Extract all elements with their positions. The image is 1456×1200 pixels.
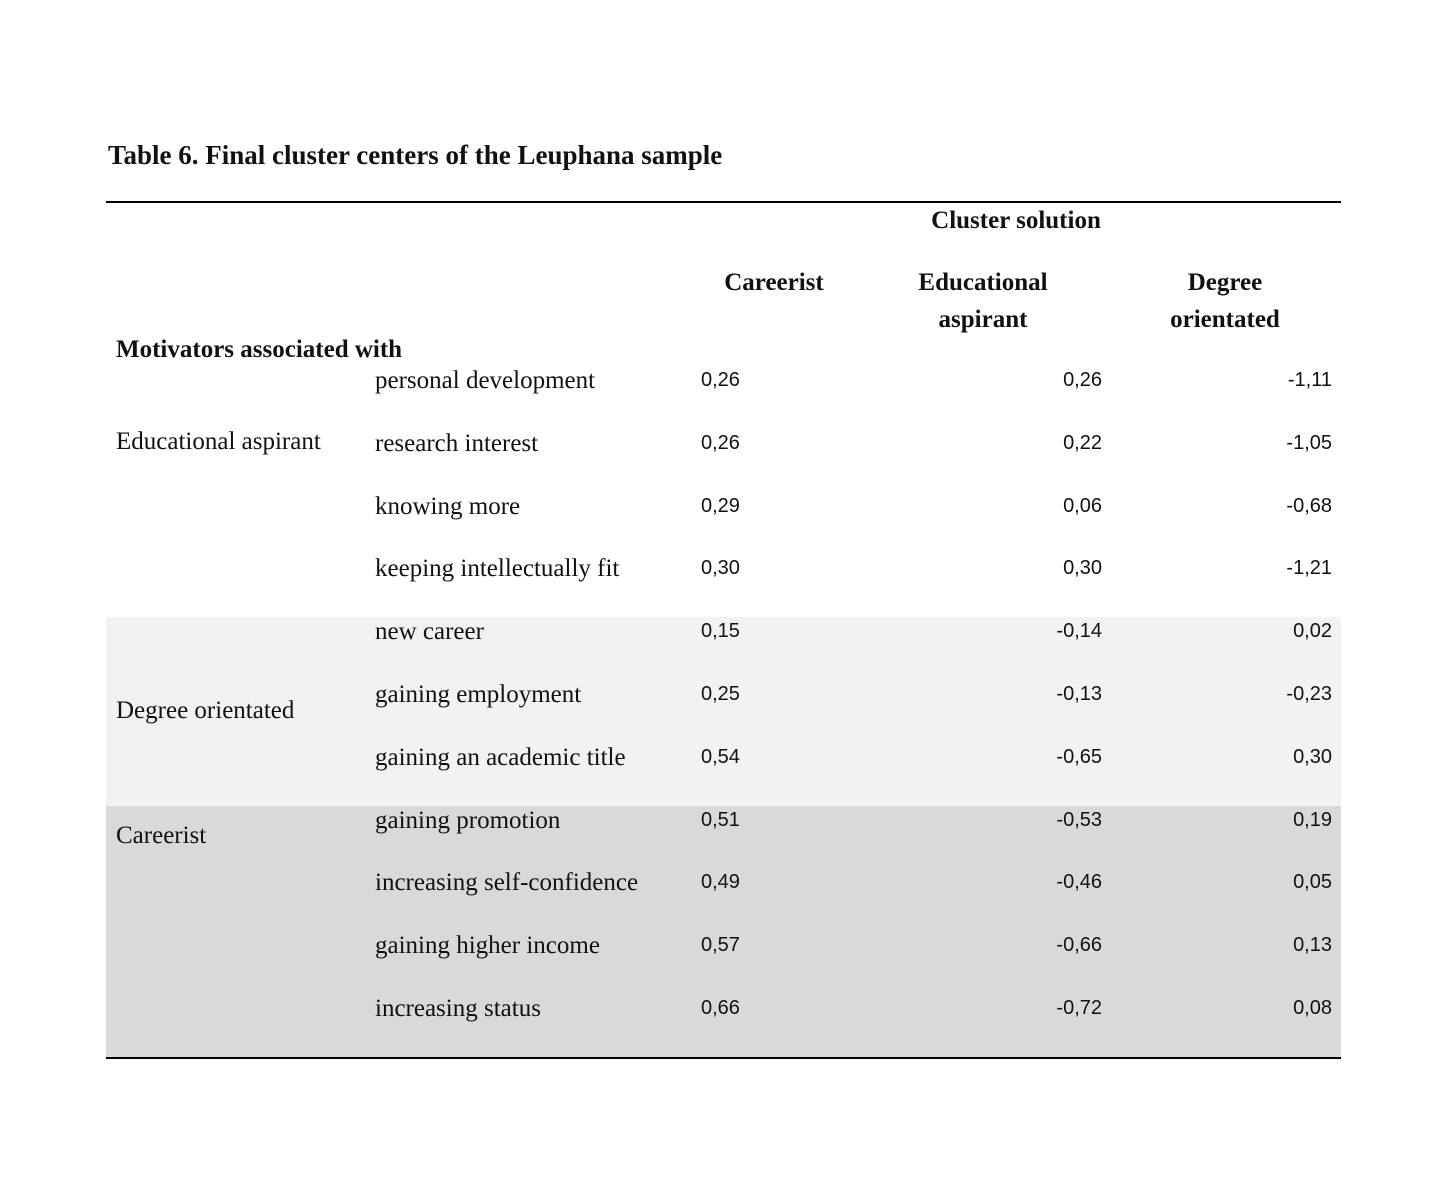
value-cell: 0,06 [1063, 494, 1102, 517]
value-cell: -0,53 [1056, 808, 1102, 831]
value-cell: 0,15 [701, 620, 740, 643]
value-cell: -0,13 [1056, 683, 1102, 705]
value-cell: 0,49 [701, 871, 740, 894]
value-cell: 0,26 [1063, 369, 1102, 391]
column-header-line: Careerist [724, 269, 824, 296]
value-cell: -0,23 [1286, 683, 1332, 705]
table-title: Table 6. Final cluster centers of the Leuphana sample [108, 140, 723, 170]
motivator-cell: gaining higher income [375, 932, 600, 960]
motivator-cell: personal development [375, 367, 596, 394]
value-cell: -1,11 [1287, 369, 1332, 391]
motivator-cell: increasing status [375, 995, 541, 1022]
motivator-cell: new career [375, 618, 484, 646]
bottom-rule [106, 1057, 1341, 1059]
motivator-cell: increasing self-confidence [375, 869, 639, 897]
value-cell: 0,19 [1293, 808, 1332, 831]
value-cell: -0,66 [1056, 934, 1102, 957]
cluster-solution-header: Cluster solution [931, 207, 1101, 234]
motivator-cell: gaining promotion [375, 806, 561, 834]
motivator-cell: knowing more [375, 492, 521, 520]
value-cell: 0,54 [701, 745, 740, 768]
value-cell: -0,65 [1056, 745, 1102, 768]
value-cell: 0,02 [1293, 620, 1332, 643]
column-header-3 [1095, 264, 1355, 338]
value-cell: -0,72 [1056, 997, 1102, 1019]
value-cell: -1,05 [1286, 431, 1332, 454]
column-header-line: Degree [1187, 269, 1263, 296]
value-cell: -1,21 [1286, 557, 1332, 580]
motivator-cell: keeping intellectually fit [375, 555, 620, 583]
column-header-line: orientated [1170, 306, 1280, 333]
value-cell: 0,30 [1063, 557, 1102, 580]
value-cell: -0,68 [1286, 494, 1332, 517]
column-header-line: Educational [918, 269, 1048, 296]
group-label: Careerist [116, 822, 207, 849]
value-cell: 0,57 [701, 934, 740, 957]
value-cell: 0,05 [1293, 871, 1332, 894]
value-cell: 0,29 [701, 494, 740, 517]
value-cell: 0,66 [701, 997, 740, 1019]
value-cell: -0,46 [1056, 871, 1102, 894]
value-cell: -0,14 [1056, 620, 1102, 643]
motivator-cell: gaining an academic title [375, 743, 626, 771]
value-cell: 0,13 [1293, 934, 1332, 957]
row-stub-header: Motivators associated with [116, 336, 403, 363]
value-cell: 0,51 [701, 808, 740, 831]
motivator-cell: research interest [375, 429, 539, 457]
value-cell: 0,26 [701, 369, 740, 391]
group-label: Educational aspirant [116, 428, 321, 455]
value-cell: 0,26 [701, 431, 740, 454]
column-header-2 [853, 264, 1113, 338]
group-label: Degree orientated [116, 697, 295, 724]
value-cell: 0,25 [701, 683, 740, 705]
value-cell: 0,30 [701, 557, 740, 580]
value-cell: 0,30 [1293, 745, 1332, 768]
column-header-line: aspirant [938, 306, 1028, 333]
motivator-cell: gaining employment [375, 681, 582, 708]
value-cell: 0,22 [1063, 431, 1102, 454]
value-cell: 0,08 [1293, 997, 1332, 1019]
